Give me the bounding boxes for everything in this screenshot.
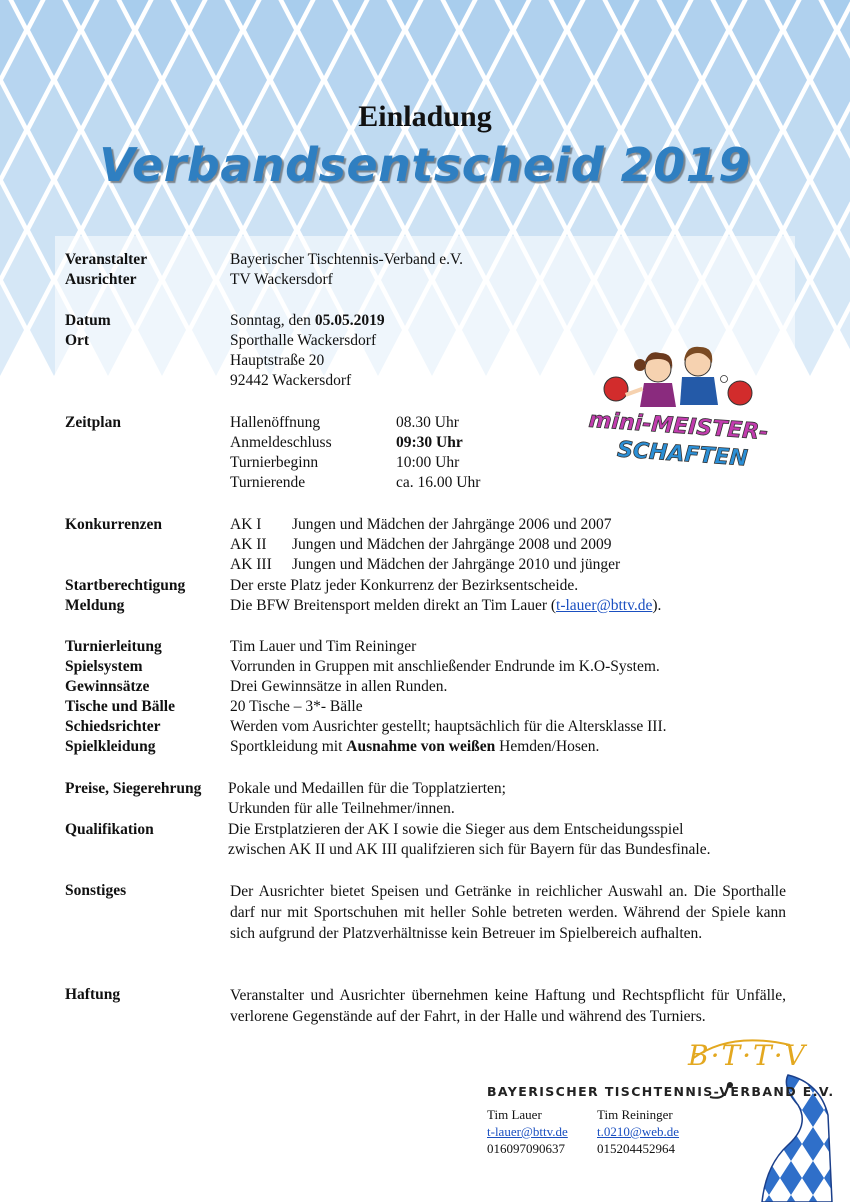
schedule-time: ca. 16.00 Uhr (396, 474, 481, 491)
mini-meisterschaften-logo (578, 335, 778, 475)
value-schiedsrichter: Werden vom Ausrichter gestellt; hauptsächlich für die Altersklasse III. (230, 718, 667, 735)
label-konkurrenzen: Konkurrenzen (65, 516, 163, 533)
value-gewinnsaetze: Drei Gewinnsätze in allen Runden. (230, 678, 448, 695)
age-class-code: AK III (230, 556, 272, 573)
value-spielkleidung: Sportkleidung mit Ausnahme von weißen Hemden/Hosen. (230, 738, 600, 755)
date-value: 05.05.2019 (314, 312, 385, 329)
value-turnierleitung: Tim Lauer und Tim Reininger (230, 638, 417, 655)
schedule-item: Turnierbeginn (230, 454, 319, 471)
ort-line: 92442 Wackersdorf (230, 372, 352, 389)
schedule-time: 10:00 Uhr (396, 454, 460, 471)
label-tische: Tische und Bälle (65, 698, 175, 715)
bttv-logo (670, 1025, 850, 1202)
ort-line: Hauptstraße 20 (230, 352, 325, 369)
label-qualifikation: Qualifikation (65, 821, 154, 838)
label-schiedsrichter: Schiedsrichter (65, 718, 161, 735)
value-tische: 20 Tische – 3*- Bälle (230, 698, 363, 715)
ort-line: Sporthalle Wackersdorf (230, 332, 377, 349)
schedule-item: Turnierende (230, 474, 306, 491)
label-spielsystem: Spielsystem (65, 658, 143, 675)
label-preise: Preise, Siegerehrung (65, 780, 202, 797)
value-ausrichter: TV Wackersdorf (230, 271, 333, 288)
value-veranstalter: Bayerischer Tischtennis-Verband e.V. (230, 251, 464, 268)
value-sonstiges: Der Ausrichter bietet Speisen und Getränke in reichlicher Auswahl an. Die Sporthalle darf nur mit Sportschuhen mit heller Sohle betreten werden. Während der Spiele kann sich aufgrund der Platzverhältnisse kein Betreuer im Spielbereich aufhalten. (230, 883, 786, 942)
schedule-item: Anmeldeschluss (230, 434, 332, 451)
contact-phone: 015204452964 (597, 1141, 675, 1156)
label-startberechtigung: Startberechtigung (65, 577, 186, 594)
label-ausrichter: Ausrichter (65, 271, 137, 288)
contact-email-link[interactable]: t-lauer@bttv.de (487, 1124, 568, 1139)
contact-name: Tim Lauer (487, 1107, 542, 1122)
contact-name: Tim Reininger (597, 1107, 673, 1122)
mini-logo-line2: SCHAFTEN (616, 437, 749, 472)
bttv-org-name: BAYERISCHER TISCHTENNIS-VERBAND E.V. (487, 1084, 835, 1099)
contact-phone: 016097090637 (487, 1141, 565, 1156)
value-spielsystem: Vorrunden in Gruppen mit anschließender Endrunde im K.O-System. (230, 658, 660, 675)
age-class-desc: Jungen und Mädchen der Jahrgänge 2008 und 2009 (292, 536, 612, 553)
label-ort: Ort (65, 332, 90, 349)
meldung-email-link[interactable]: t-lauer@bttv.de (556, 597, 653, 614)
schedule-time: 08.30 Uhr (396, 414, 459, 431)
schedule-time: 09:30 Uhr (396, 434, 463, 451)
label-turnierleitung: Turnierleitung (65, 638, 162, 655)
bttv-logo-letters: B·T·T·V (688, 1039, 807, 1072)
label-spielkleidung: Spielkleidung (65, 738, 156, 755)
age-class-desc: Jungen und Mädchen der Jahrgänge 2010 und jünger (292, 556, 621, 573)
schedule-item: Hallenöffnung (230, 414, 321, 431)
age-class-code: AK I (230, 516, 262, 533)
value-meldung: Die BFW Breitensport melden direkt an Tim Lauer (t-lauer@bttv.de). (230, 597, 662, 614)
contact-email-link[interactable]: t.0210@web.de (597, 1124, 680, 1139)
value-datum: Sonntag, den 05.05.2019 (230, 312, 385, 329)
age-class-code: AK II (230, 536, 267, 553)
invitation-heading: Einladung (358, 100, 492, 133)
label-gewinnsaetze: Gewinnsätze (65, 678, 150, 695)
value-haftung: Veranstalter und Ausrichter übernehmen keine Haftung und Rechtspflicht für Unfälle, verlorene Gegenstände auf der Fahrt, in der Halle und während des Turniers. (230, 987, 786, 1025)
preise-line: Pokale und Medaillen für die Topplatzierten; (228, 780, 506, 797)
label-sonstiges: Sonstiges (65, 882, 127, 899)
label-veranstalter: Veranstalter (65, 251, 148, 268)
event-title: Verbandsentscheid 2019 (99, 138, 751, 192)
label-haftung: Haftung (65, 986, 121, 1003)
mini-logo-line1: mini-MEISTER- (587, 407, 770, 446)
preise-line: Urkunden für alle Teilnehmer/innen. (228, 800, 455, 817)
value-startberechtigung: Der erste Platz jeder Konkurrenz der Bezirksentscheide. (230, 577, 579, 594)
label-datum: Datum (65, 312, 111, 329)
qualifikation-line: Die Erstplatzieren der AK I sowie die Sieger aus dem Entscheidungsspiel (228, 821, 684, 838)
age-class-desc: Jungen und Mädchen der Jahrgänge 2006 und 2007 (292, 516, 612, 533)
qualifikation-line: zwischen AK II und AK III qualifzieren sich für Bayern für das Bundesfinale. (228, 841, 711, 858)
label-meldung: Meldung (65, 597, 125, 614)
label-zeitplan: Zeitplan (65, 414, 121, 431)
